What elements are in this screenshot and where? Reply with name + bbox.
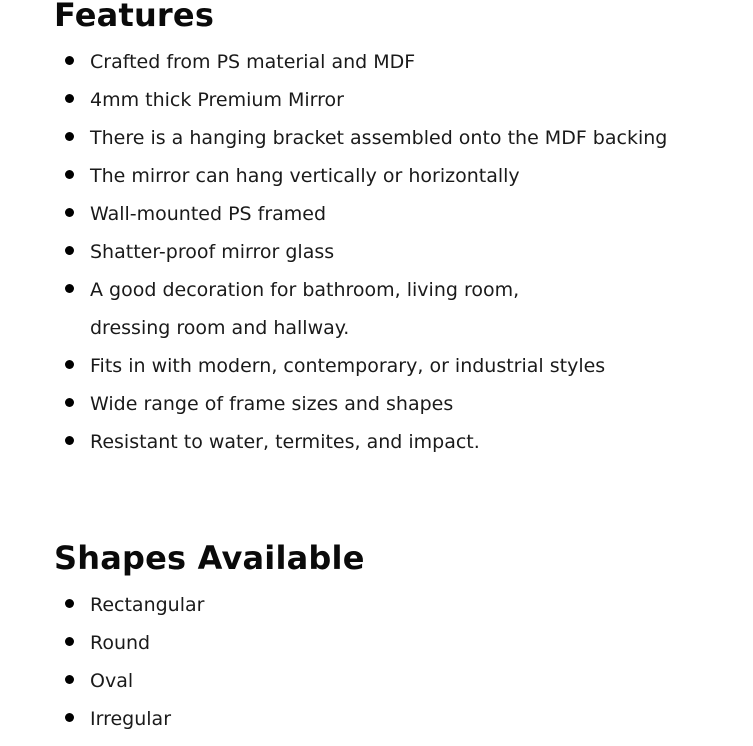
bullet-icon [65, 637, 74, 646]
list-item [54, 43, 667, 81]
list-item-text: Rectangular [90, 594, 205, 616]
list-item [54, 423, 667, 461]
list-item-text: Wide range of frame sizes and shapes [90, 393, 454, 415]
bullet-icon [65, 246, 74, 255]
list-item-text: 4mm thick Premium Mirror [90, 89, 344, 111]
bullet-icon [65, 713, 74, 722]
list-item [54, 195, 667, 233]
list-item [54, 157, 667, 195]
list-item-text: Resistant to water, termites, and impact. [90, 431, 480, 453]
features-heading: Features [54, 0, 215, 34]
list-item-text: Irregular [90, 708, 172, 730]
list-item-text: The mirror can hang vertically or horizontally [90, 165, 520, 187]
list-item [54, 700, 204, 738]
list-item [54, 119, 667, 157]
list-item [54, 385, 667, 423]
list-item-text: Round [90, 632, 151, 654]
bullet-icon [65, 94, 74, 103]
bullet-icon [65, 132, 74, 141]
bullet-icon [65, 599, 74, 608]
bullet-icon [65, 675, 74, 684]
shapes-heading: Shapes Available [54, 539, 365, 577]
list-item-text-line-2: dressing room and hallway. [90, 317, 350, 339]
bullet-icon [65, 170, 74, 179]
list-item-text-line-1: A good decoration for bathroom, living room, [90, 279, 520, 301]
list-item [54, 662, 204, 700]
list-item-text: Shatter-proof mirror glass [90, 241, 335, 263]
bullet-icon [65, 284, 74, 293]
list-item-text: Wall-mounted PS framed [90, 203, 327, 225]
list-item [54, 347, 667, 385]
bullet-icon [65, 56, 74, 65]
list-item [54, 233, 667, 271]
list-item [54, 271, 667, 347]
shapes-list [54, 586, 204, 738]
list-item-text [90, 271, 667, 347]
bullet-icon [65, 360, 74, 369]
features-list [54, 43, 667, 461]
list-item-text: There is a hanging bracket assembled onto the MDF backing [90, 127, 668, 149]
bullet-icon [65, 436, 74, 445]
list-item [54, 81, 667, 119]
bullet-icon [65, 208, 74, 217]
list-item [54, 624, 204, 662]
list-item [54, 586, 204, 624]
list-item-text: Fits in with modern, contemporary, or industrial styles [90, 355, 606, 377]
list-item-text: Oval [90, 670, 134, 692]
bullet-icon [65, 398, 74, 407]
list-item-text: Crafted from PS material and MDF [90, 51, 416, 73]
